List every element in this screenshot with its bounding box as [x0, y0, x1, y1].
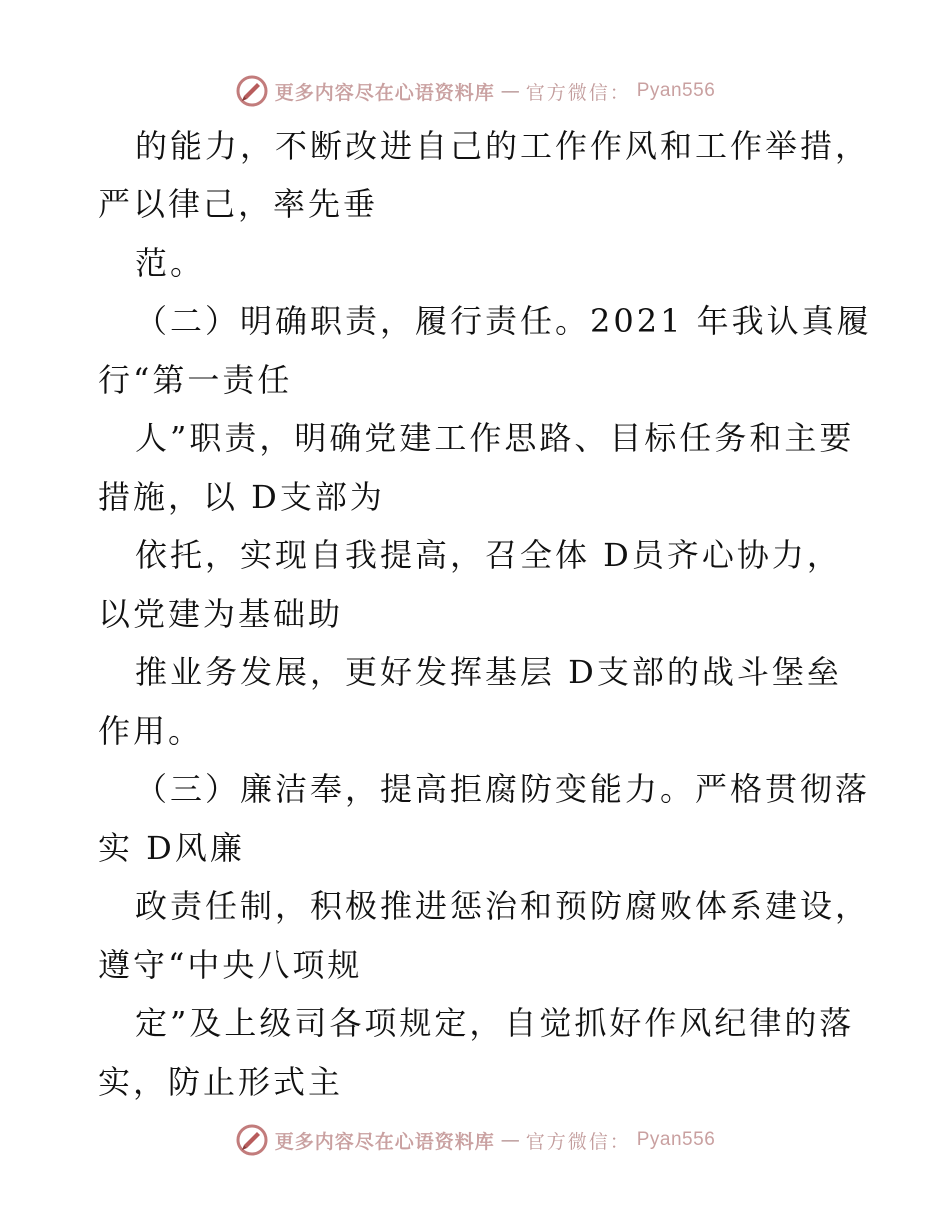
body-line: 措施，以 D支部为 [98, 478, 385, 516]
body-line: 作用。 [98, 712, 204, 750]
watermark-wechat-id: Pyan556 [636, 1129, 716, 1150]
watermark-wechat-id: Pyan556 [636, 80, 716, 101]
watermark-wechat-label: 官方微信： [525, 81, 631, 104]
body-line: 定”及上级司各项规定，自觉抓好作风纪律的落 [135, 1004, 855, 1042]
body-line: 政责任制，积极推进惩治和预防腐败体系建设， [135, 887, 871, 925]
body-line: 实，防止形式主 [98, 1063, 344, 1101]
watermark-wechat-label: 官方微信： [525, 1130, 631, 1153]
body-line: 范。 [135, 244, 206, 282]
footer-watermark [0, 1120, 950, 1160]
ink-pen-logo-icon [235, 74, 269, 108]
header-watermark [0, 71, 950, 111]
watermark-separator: — [500, 1129, 520, 1151]
watermark-site-text: 更多内容尽在心语资料库 [274, 81, 495, 104]
body-line: （二）明确职责，履行责任。2021 年我认真履 [135, 302, 872, 340]
body-line: 以党建为基础助 [98, 595, 344, 633]
body-line: 严以律己，率先垂 [98, 185, 379, 223]
watermark-site-text: 更多内容尽在心语资料库 [274, 1130, 495, 1153]
ink-pen-logo-icon [235, 1123, 269, 1157]
watermark-separator: — [500, 80, 520, 102]
body-line: 推业务发展，更好发挥基层 D支部的战斗堡垒 [135, 653, 842, 691]
body-line: 的能力，不断改进自己的工作作风和工作举措， [135, 127, 871, 165]
body-line: 实 D风廉 [98, 829, 245, 867]
body-line: 遵守“中央八项规 [98, 946, 363, 984]
body-line: 人”职责，明确党建工作思路、目标任务和主要 [135, 419, 855, 457]
body-line: 依托，实现自我提高，召全体 D员齐心协力， [135, 536, 842, 574]
body-line: 行“第一责任 [98, 361, 293, 399]
body-line: （三）廉洁奉，提高拒腐防变能力。严格贯彻落 [135, 770, 871, 808]
